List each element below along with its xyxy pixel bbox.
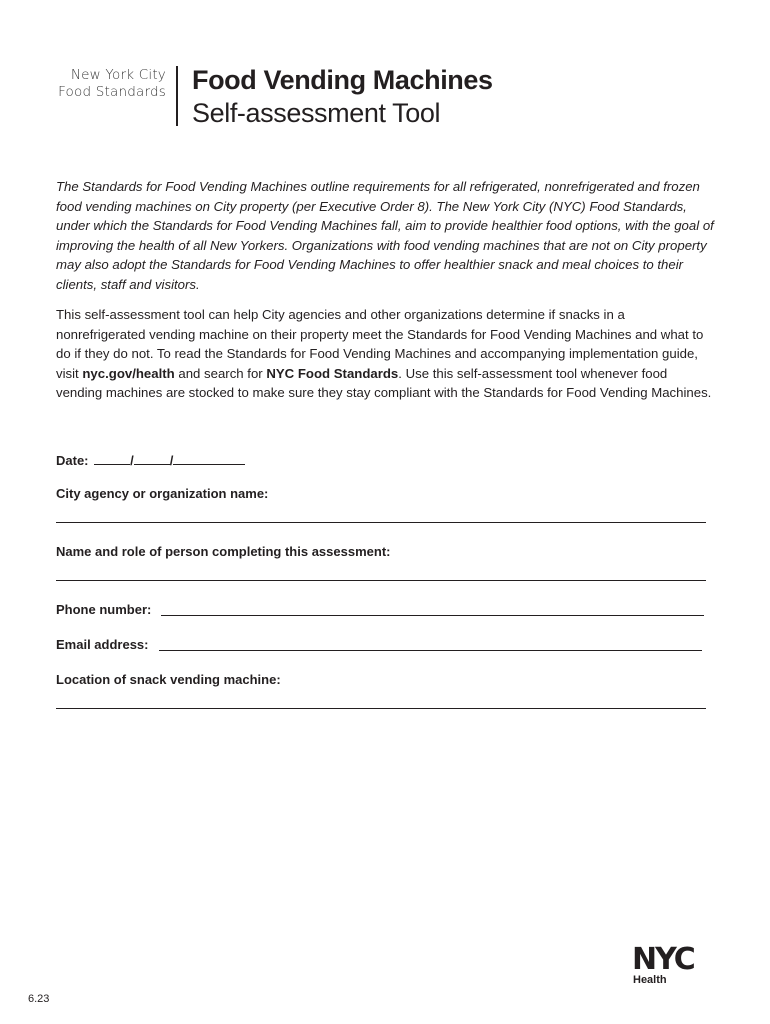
health-link[interactable]: nyc.gov/health (82, 365, 175, 381)
date-separator: / (130, 453, 134, 468)
document-code: 6.23 (28, 993, 50, 1005)
person-label: Name and role of person completing this assessment: (56, 544, 391, 559)
instructions-paragraph (56, 305, 716, 403)
org-input[interactable] (56, 522, 706, 523)
org-label: City agency or organization name: (56, 486, 269, 501)
nyc-logo-text: NYC (632, 942, 694, 977)
document-header (56, 66, 736, 130)
location-label: Location of snack vending machine: (56, 672, 281, 687)
person-input[interactable] (56, 580, 706, 581)
date-separator: / (169, 453, 174, 468)
header-divider (176, 66, 178, 126)
instructions-text-2: and search for (174, 365, 267, 381)
health-logo-text: Health (633, 974, 667, 986)
date-year-input[interactable] (173, 452, 245, 465)
title-block (192, 64, 493, 129)
program-name-line2: Food Standards (58, 84, 166, 100)
date-day-input[interactable] (134, 452, 170, 465)
email-label: Email address: (56, 637, 149, 652)
nyc-health-logo (632, 944, 716, 990)
phone-label: Phone number: (56, 602, 152, 617)
location-input[interactable] (56, 708, 706, 709)
instructions-text-3: . Use this self-assessment tool whenever food vending machines are stocked to make sure they stay compliant with the Standards for Food Vending Machines. (56, 365, 712, 400)
search-term: NYC Food Standards (266, 365, 399, 381)
page-title: Food Vending Machines (192, 65, 493, 95)
date-month-input[interactable] (94, 452, 130, 465)
instructions-text-1: This self-assessment tool can help City agencies and other organizations determine if snacks in a nonrefrigerated vending machine on their property meet the Standards for Food Vending Machines and what to do if they do not. To read the Standards for Food Vending Machines and accompanying implementation guide, visit (56, 307, 704, 381)
intro-paragraph: The Standards for Food Vending Machines outline requirements for all refrigerated, nonrefrigerated and frozen food vending machines on City property (per Executive Order 8). The New York City (NYC) Food Standards, under which the Standards for Food Vending Machines fall, aim to provide healthier food options, with the goal of improving the health of all New Yorkers. Organizations with food vending machines that are not on City property may also adopt the Standards for Food Vending Machines to offer healthier snack and meal choices to their clients, staff and visitors. (56, 179, 714, 292)
program-name-line1: New York City (70, 67, 166, 83)
phone-input[interactable] (161, 615, 704, 616)
date-label: Date: (56, 453, 89, 468)
email-input[interactable] (159, 650, 702, 651)
date-field (56, 452, 245, 468)
page-subtitle: Self-assessment Tool (192, 98, 441, 128)
program-name (56, 67, 166, 101)
